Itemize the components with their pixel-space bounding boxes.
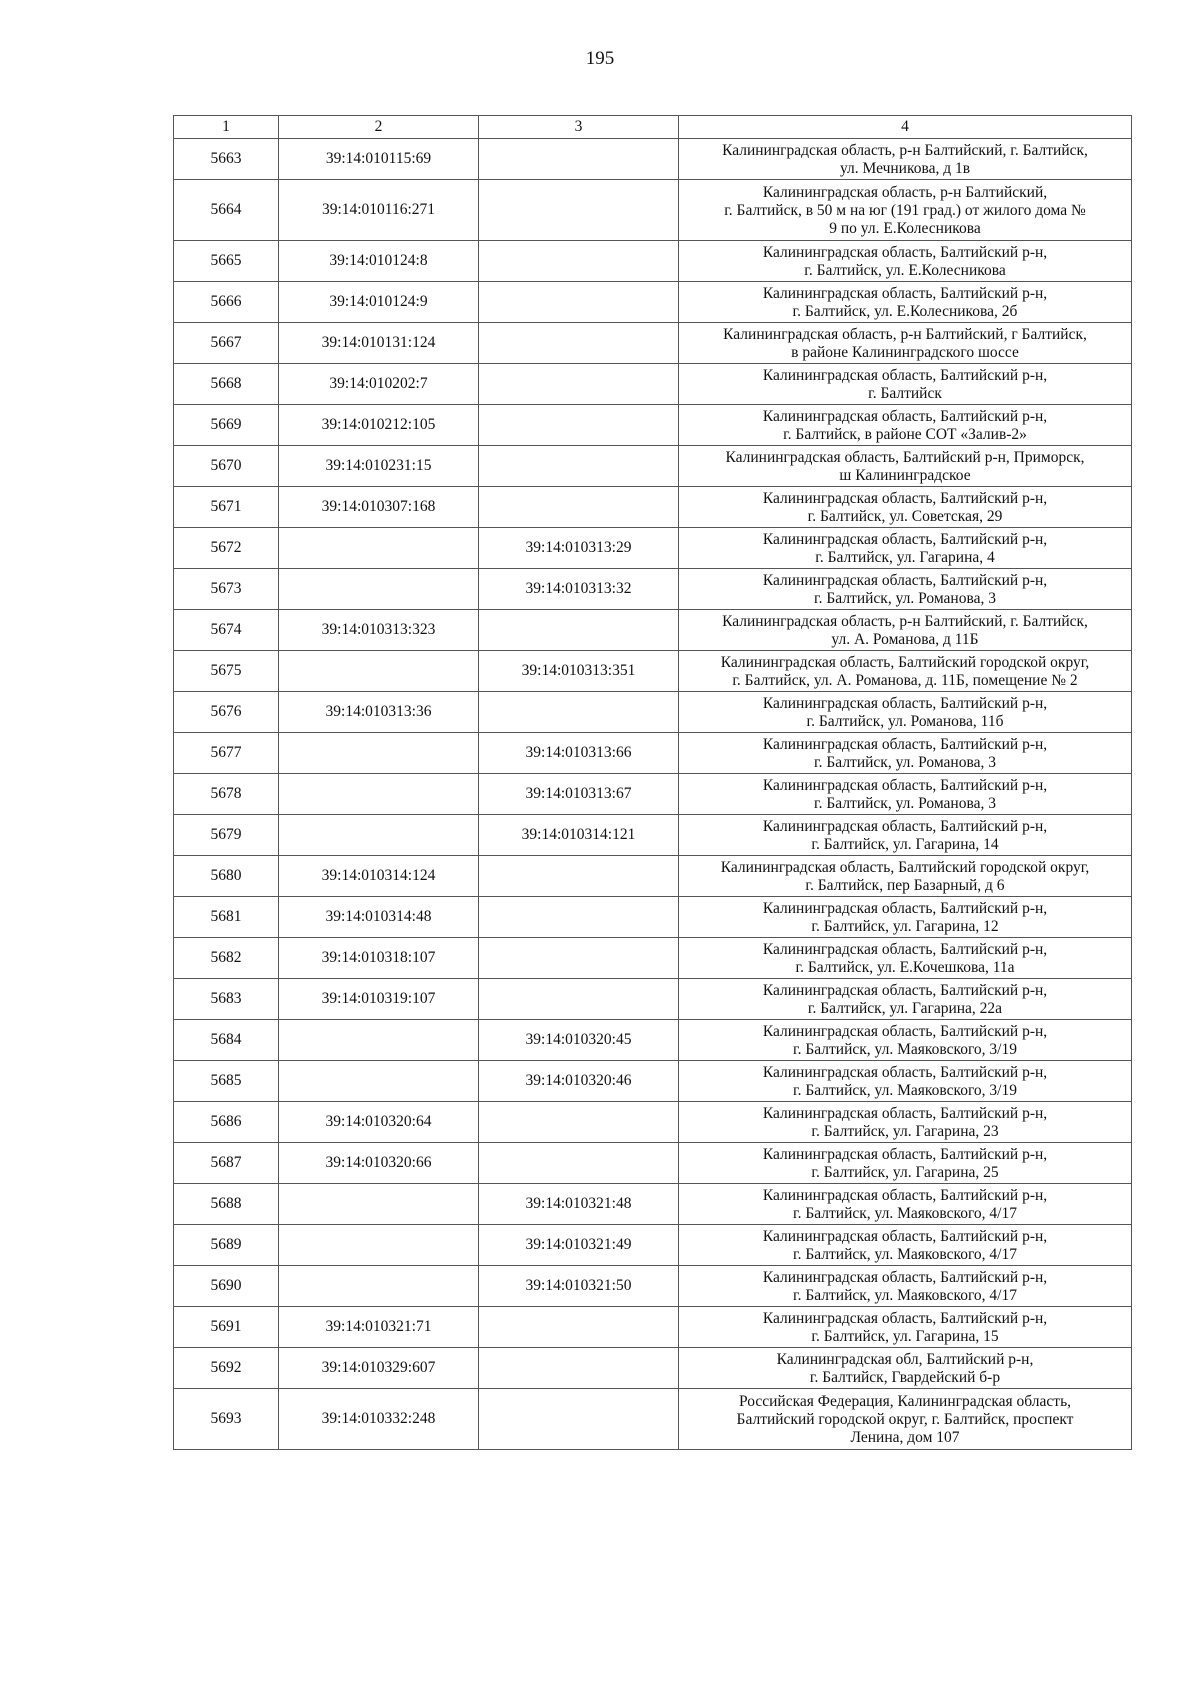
address-line: Калининградская область, Балтийский р-н,: [762, 407, 1048, 425]
cadastral-number-cell: [279, 1020, 479, 1061]
address-cell: [679, 897, 1132, 938]
address-line: Калининградская область, Балтийский р-н,: [762, 1227, 1048, 1245]
row-number-cell: 5676: [174, 692, 279, 733]
row-number-cell: 5665: [174, 241, 279, 282]
cadastral-number-cell: 39:14:010212:105: [279, 405, 479, 446]
table-row: [174, 651, 1132, 692]
address-line: Калининградская область, Балтийский р-н,: [762, 1063, 1048, 1081]
address-line: Калининградская область, Балтийский р-н,: [762, 817, 1048, 835]
table-row: [174, 487, 1132, 528]
address-line: Калининградская область, Балтийский р-н,: [762, 1186, 1048, 1204]
address-line: г. Балтийск, пер Базарный, д 6: [805, 876, 1005, 894]
table-row: [174, 938, 1132, 979]
cadastral-number-cell: [279, 774, 479, 815]
address-cell: [679, 1143, 1132, 1184]
address-line: г. Балтийск: [868, 384, 942, 402]
address-line: г. Балтийск, ул. Маяковского, 3/19: [792, 1040, 1017, 1058]
cadastral-number-cell: 39:14:010318:107: [279, 938, 479, 979]
object-cadastral-number-cell: 39:14:010321:48: [479, 1184, 679, 1225]
column-header-3: 3: [479, 116, 679, 139]
table-row: [174, 610, 1132, 651]
table-row: [174, 241, 1132, 282]
cadastral-number-cell: 39:14:010320:64: [279, 1102, 479, 1143]
object-cadastral-number-cell: [479, 1143, 679, 1184]
table-row: [174, 1020, 1132, 1061]
cadastral-number-cell: 39:14:010307:168: [279, 487, 479, 528]
address-cell: [679, 938, 1132, 979]
cadastral-number-cell: 39:14:010124:8: [279, 241, 479, 282]
address-cell: [679, 1102, 1132, 1143]
address-line: Калининградская область, Балтийский р-н,: [762, 366, 1048, 384]
address-cell: [679, 856, 1132, 897]
address-line: Калининградская область, Балтийский р-н,: [762, 1268, 1048, 1286]
address-line: Калининградская область, Балтийский р-н,: [762, 1145, 1048, 1163]
row-number-cell: 5667: [174, 323, 279, 364]
address-cell: [679, 610, 1132, 651]
table-row: [174, 733, 1132, 774]
address-line: Калининградская область, Балтийский р-н,: [762, 571, 1048, 589]
cadastral-number-cell: 39:14:010314:124: [279, 856, 479, 897]
address-line: в районе Калининградского шоссе: [791, 343, 1019, 361]
address-cell: [679, 651, 1132, 692]
address-cell: [679, 405, 1132, 446]
row-number-cell: 5693: [174, 1389, 279, 1450]
cadastral-number-cell: 39:14:010313:323: [279, 610, 479, 651]
address-cell: [679, 1225, 1132, 1266]
address-line: г. Балтийск, ул. Романова, 3: [814, 794, 996, 812]
address-line: Калининградская область, Балтийский городской округ,: [720, 653, 1090, 671]
address-line: ш Калининградское: [839, 466, 971, 484]
address-line: Балтийский городской округ, г. Балтийск, проспект: [736, 1410, 1074, 1428]
address-cell: [679, 1389, 1132, 1450]
address-line: г. Балтийск, ул. Маяковского, 4/17: [792, 1245, 1017, 1263]
address-cell: [679, 733, 1132, 774]
row-number-cell: 5672: [174, 528, 279, 569]
object-cadastral-number-cell: 39:14:010320:46: [479, 1061, 679, 1102]
table-row: [174, 364, 1132, 405]
row-number-cell: 5677: [174, 733, 279, 774]
table-row: [174, 323, 1132, 364]
address-cell: [679, 139, 1132, 180]
address-cell: [679, 241, 1132, 282]
table-row: [174, 405, 1132, 446]
cadastral-number-cell: [279, 1266, 479, 1307]
cadastral-number-cell: 39:14:010124:9: [279, 282, 479, 323]
address-line: Калининградская область, р-н Балтийский, г. Балтийск,: [722, 141, 1088, 159]
address-line: г. Балтийск, ул. Маяковского, 4/17: [792, 1204, 1017, 1222]
address-cell: [679, 1020, 1132, 1061]
address-line: г. Балтийск, ул. Гагарина, 23: [811, 1122, 999, 1140]
table-row: [174, 1184, 1132, 1225]
object-cadastral-number-cell: [479, 446, 679, 487]
object-cadastral-number-cell: [479, 364, 679, 405]
address-line: г. Балтийск, в 50 м на юг (191 град.) от жилого дома №: [724, 201, 1086, 219]
object-cadastral-number-cell: 39:14:010313:351: [479, 651, 679, 692]
address-line: г. Балтийск, ул. Гагарина, 22а: [807, 999, 1003, 1017]
object-cadastral-number-cell: [479, 979, 679, 1020]
registry-table: [173, 115, 1132, 1450]
object-cadastral-number-cell: 39:14:010321:49: [479, 1225, 679, 1266]
address-line: Калининградская область, Балтийский р-н,: [762, 1022, 1048, 1040]
table-row: [174, 1225, 1132, 1266]
cadastral-number-cell: [279, 733, 479, 774]
row-number-cell: 5670: [174, 446, 279, 487]
address-line: Калининградская область, р-н Балтийский,: [762, 183, 1048, 201]
row-number-cell: 5681: [174, 897, 279, 938]
table-row: [174, 1102, 1132, 1143]
table-row: [174, 692, 1132, 733]
table-row: [174, 897, 1132, 938]
row-number-cell: 5690: [174, 1266, 279, 1307]
row-number-cell: 5663: [174, 139, 279, 180]
table-row: [174, 1266, 1132, 1307]
table-row: [174, 1348, 1132, 1389]
object-cadastral-number-cell: [479, 241, 679, 282]
row-number-cell: 5675: [174, 651, 279, 692]
object-cadastral-number-cell: [479, 938, 679, 979]
table-row: [174, 282, 1132, 323]
row-number-cell: 5678: [174, 774, 279, 815]
object-cadastral-number-cell: [479, 1348, 679, 1389]
address-line: г. Балтийск, ул. Гагарина, 12: [811, 917, 999, 935]
address-cell: [679, 487, 1132, 528]
object-cadastral-number-cell: 39:14:010313:66: [479, 733, 679, 774]
address-cell: [679, 979, 1132, 1020]
address-line: Калининградская область, Балтийский р-н,: [762, 1104, 1048, 1122]
address-line: Ленина, дом 107: [850, 1428, 960, 1446]
column-header-2: 2: [279, 116, 479, 139]
address-cell: [679, 323, 1132, 364]
object-cadastral-number-cell: 39:14:010313:29: [479, 528, 679, 569]
address-cell: [679, 282, 1132, 323]
address-line: г. Балтийск, ул. А. Романова, д. 11Б, помещение № 2: [732, 671, 1078, 689]
address-line: Калининградская область, Балтийский р-н,: [762, 735, 1048, 753]
address-line: г. Балтийск, ул. Маяковского, 4/17: [792, 1286, 1017, 1304]
row-number-cell: 5684: [174, 1020, 279, 1061]
address-line: Калининградская область, Балтийский р-н,: [762, 1309, 1048, 1327]
address-line: 9 по ул. Е.Колесникова: [829, 219, 981, 237]
address-line: Калининградская область, Балтийский р-н,: [762, 940, 1048, 958]
address-line: Калининградская область, Балтийский р-н,: [762, 284, 1048, 302]
row-number-cell: 5691: [174, 1307, 279, 1348]
object-cadastral-number-cell: 39:14:010313:67: [479, 774, 679, 815]
address-line: г. Балтийск, ул. Гагарина, 4: [815, 548, 995, 566]
address-cell: [679, 815, 1132, 856]
address-cell: [679, 528, 1132, 569]
row-number-cell: 5683: [174, 979, 279, 1020]
address-line: г. Балтийск, ул. Е.Кочешкова, 11а: [795, 958, 1015, 976]
address-line: г. Балтийск, ул. Романова, 11б: [806, 712, 1004, 730]
object-cadastral-number-cell: [479, 1307, 679, 1348]
cadastral-number-cell: 39:14:010202:7: [279, 364, 479, 405]
address-cell: [679, 364, 1132, 405]
row-number-cell: 5664: [174, 180, 279, 241]
object-cadastral-number-cell: [479, 1102, 679, 1143]
object-cadastral-number-cell: [479, 180, 679, 241]
address-line: ул. Мечникова, д 1в: [839, 159, 971, 177]
address-cell: [679, 569, 1132, 610]
object-cadastral-number-cell: [479, 897, 679, 938]
cadastral-number-cell: 39:14:010131:124: [279, 323, 479, 364]
row-number-cell: 5682: [174, 938, 279, 979]
cadastral-number-cell: [279, 651, 479, 692]
address-line: Калининградская область, р-н Балтийский, г Балтийск,: [723, 325, 1087, 343]
cadastral-number-cell: 39:14:010314:48: [279, 897, 479, 938]
row-number-cell: 5671: [174, 487, 279, 528]
table-row: [174, 1389, 1132, 1450]
object-cadastral-number-cell: 39:14:010320:45: [479, 1020, 679, 1061]
address-line: Калининградская область, Балтийский р-н,: [762, 530, 1048, 548]
object-cadastral-number-cell: [479, 692, 679, 733]
object-cadastral-number-cell: 39:14:010314:121: [479, 815, 679, 856]
row-number-cell: 5685: [174, 1061, 279, 1102]
address-line: Калининградская область, Балтийский р-н,: [762, 489, 1048, 507]
row-number-cell: 5687: [174, 1143, 279, 1184]
address-cell: [679, 180, 1132, 241]
address-line: Калининградская обл, Балтийский р-н,: [776, 1350, 1034, 1368]
address-cell: [679, 1061, 1132, 1102]
page-number: 195: [585, 48, 615, 69]
object-cadastral-number-cell: [479, 856, 679, 897]
row-number-cell: 5680: [174, 856, 279, 897]
row-number-cell: 5688: [174, 1184, 279, 1225]
address-line: г. Балтийск, ул. Советская, 29: [807, 507, 1003, 525]
address-line: Калининградская область, Балтийский р-н,: [762, 899, 1048, 917]
table-row: [174, 1307, 1132, 1348]
object-cadastral-number-cell: [479, 139, 679, 180]
address-line: Калининградская область, Балтийский р-н,: [762, 776, 1048, 794]
cadastral-number-cell: [279, 815, 479, 856]
table-row: [174, 569, 1132, 610]
table-row: [174, 446, 1132, 487]
address-cell: [679, 1184, 1132, 1225]
cadastral-number-cell: [279, 1184, 479, 1225]
address-line: г. Балтийск, ул. Гагарина, 14: [811, 835, 999, 853]
row-number-cell: 5674: [174, 610, 279, 651]
address-line: Калининградская область, р-н Балтийский, г. Балтийск,: [722, 612, 1088, 630]
row-number-cell: 5679: [174, 815, 279, 856]
column-header-4: 4: [679, 116, 1132, 139]
object-cadastral-number-cell: [479, 405, 679, 446]
row-number-cell: 5666: [174, 282, 279, 323]
header-row: [174, 116, 1132, 139]
table-row: [174, 979, 1132, 1020]
address-cell: [679, 692, 1132, 733]
row-number-cell: 5689: [174, 1225, 279, 1266]
cadastral-number-cell: 39:14:010116:271: [279, 180, 479, 241]
cadastral-number-cell: 39:14:010329:607: [279, 1348, 479, 1389]
address-cell: [679, 446, 1132, 487]
address-line: г. Балтийск, Гвардейский б-р: [809, 1368, 1001, 1386]
object-cadastral-number-cell: [479, 610, 679, 651]
column-header-1: 1: [174, 116, 279, 139]
row-number-cell: 5692: [174, 1348, 279, 1389]
cadastral-number-cell: [279, 1225, 479, 1266]
address-line: ул. А. Романова, д 11Б: [831, 630, 979, 648]
address-line: Калининградская область, Балтийский р-н, Приморск,: [725, 448, 1085, 466]
table-row: [174, 1061, 1132, 1102]
address-cell: [679, 1307, 1132, 1348]
cadastral-number-cell: [279, 528, 479, 569]
row-number-cell: 5669: [174, 405, 279, 446]
cadastral-number-cell: [279, 569, 479, 610]
row-number-cell: 5686: [174, 1102, 279, 1143]
object-cadastral-number-cell: [479, 1389, 679, 1450]
table-row: [174, 180, 1132, 241]
address-line: г. Балтийск, ул. Романова, 3: [814, 753, 996, 771]
address-line: г. Балтийск, ул. Е.Колесникова, 2б: [792, 302, 1018, 320]
object-cadastral-number-cell: [479, 282, 679, 323]
table-row: [174, 815, 1132, 856]
address-line: г. Балтийск, ул. Е.Колесникова: [804, 261, 1006, 279]
address-line: Калининградская область, Балтийский р-н,: [762, 694, 1048, 712]
address-line: г. Балтийск, в районе СОТ «Залив-2»: [783, 425, 1027, 443]
table-row: [174, 856, 1132, 897]
object-cadastral-number-cell: 39:14:010313:32: [479, 569, 679, 610]
cadastral-number-cell: 39:14:010320:66: [279, 1143, 479, 1184]
address-line: Калининградская область, Балтийский городской округ,: [720, 858, 1090, 876]
table-row: [174, 774, 1132, 815]
row-number-cell: 5673: [174, 569, 279, 610]
table-row: [174, 1143, 1132, 1184]
cadastral-number-cell: 39:14:010115:69: [279, 139, 479, 180]
address-cell: [679, 1348, 1132, 1389]
address-cell: [679, 774, 1132, 815]
address-line: г. Балтийск, ул. Маяковского, 3/19: [792, 1081, 1017, 1099]
cadastral-number-cell: [279, 1061, 479, 1102]
address-line: Калининградская область, Балтийский р-н,: [762, 981, 1048, 999]
address-line: г. Балтийск, ул. Романова, 3: [814, 589, 996, 607]
object-cadastral-number-cell: [479, 323, 679, 364]
address-line: г. Балтийск, ул. Гагарина, 15: [811, 1327, 999, 1345]
cadastral-number-cell: 39:14:010321:71: [279, 1307, 479, 1348]
address-line: г. Балтийск, ул. Гагарина, 25: [811, 1163, 999, 1181]
cadastral-number-cell: 39:14:010313:36: [279, 692, 479, 733]
address-line: Российская Федерация, Калининградская область,: [738, 1392, 1072, 1410]
address-cell: [679, 1266, 1132, 1307]
address-line: Калининградская область, Балтийский р-н,: [762, 243, 1048, 261]
row-number-cell: 5668: [174, 364, 279, 405]
table-row: [174, 528, 1132, 569]
cadastral-number-cell: 39:14:010231:15: [279, 446, 479, 487]
object-cadastral-number-cell: [479, 487, 679, 528]
object-cadastral-number-cell: 39:14:010321:50: [479, 1266, 679, 1307]
table-body: [174, 139, 1132, 1450]
cadastral-number-cell: 39:14:010332:248: [279, 1389, 479, 1450]
table-row: [174, 139, 1132, 180]
cadastral-number-cell: 39:14:010319:107: [279, 979, 479, 1020]
